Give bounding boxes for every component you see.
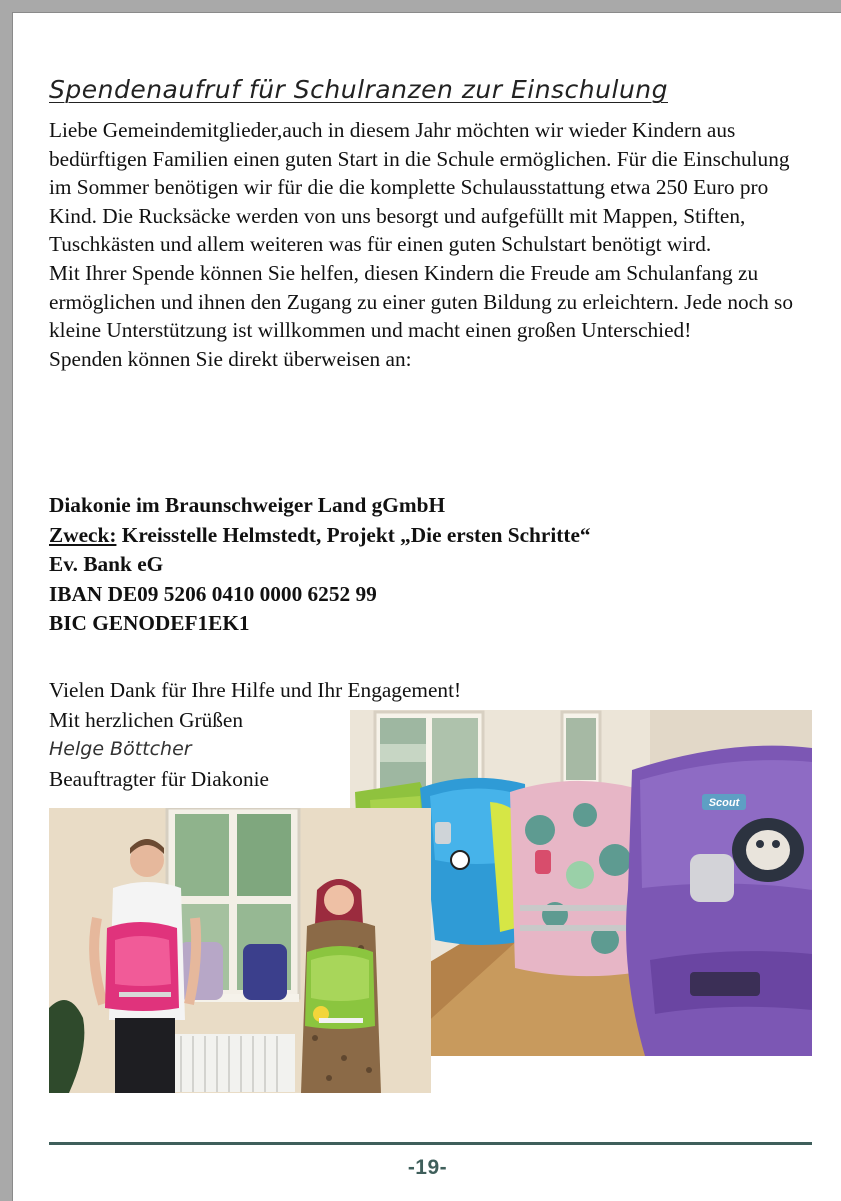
bags-logo-text: Scout: [708, 797, 740, 809]
bank-purpose-label: Zweck:: [49, 522, 117, 547]
backpack-purple: [626, 746, 812, 1056]
paragraph-intro: Liebe Gemeindemitglieder,auch in diesem Jahr möchten wir wieder Kindern aus bedürftigen Familien einen guten Start in die Schule ermöglichen. Für die Einschulung im Sommer benötigen wir für die die komplette Schulausstattung etwa 250 Euro pro Kind. Die Rucksäcke werden von uns besorgt und aufgefüllt mit Mappen, Stiften, Tuschkästen und allem weiteren was für einen guten Schulstart benötigt wird.: [49, 118, 790, 257]
page-number: -19-: [407, 1156, 448, 1179]
footer-rule: [49, 1142, 812, 1145]
bank-details: [49, 491, 809, 639]
backpack-pink: [510, 781, 640, 976]
article-body: [49, 116, 794, 373]
window-right: [562, 712, 600, 784]
photo-people: [49, 808, 431, 1093]
closing-greeting: Mit herzlichen Grüßen: [49, 707, 243, 732]
bank-bic: BIC GENODEF1EK1: [49, 611, 250, 635]
sill-backpack-navy: [243, 944, 287, 1000]
paragraph-transfer: Spenden können Sie direkt überweisen an:: [49, 346, 412, 371]
document-page: [12, 12, 841, 1201]
closing-thanks: Vielen Dank für Ihre Hilfe und Ihr Engagement!: [49, 678, 462, 702]
sill-backpack-grey: [179, 942, 223, 1000]
radiator: [171, 1034, 295, 1092]
bank-purpose: [49, 521, 809, 551]
bank-iban: IBAN DE09 5206 0410 0000 6252 99: [49, 581, 377, 606]
bank-recipient: Diakonie im Braunschweiger Land gGmbH: [49, 493, 446, 517]
signer-role: Beauftragter für Diakonie: [49, 766, 269, 791]
signature: Helge Böttcher: [49, 738, 192, 760]
bank-purpose-value: Kreisstelle Helmstedt, Projekt „Die ersten Schritte“: [121, 522, 591, 547]
article-title: Spendenaufruf für Schulranzen zur Einschulung: [49, 75, 668, 104]
bank-name: Ev. Bank eG: [49, 552, 164, 576]
paragraph-appeal: Mit Ihrer Spende können Sie helfen, diesen Kindern die Freude am Schulanfang zu ermöglichen und ihnen den Zugang zu einer guten Bildung zu erleichtern. Jede noch so kleine Unterstützung ist willkommen und macht einen großen Unterschied!: [49, 260, 793, 343]
people-illustration: [49, 808, 431, 1093]
